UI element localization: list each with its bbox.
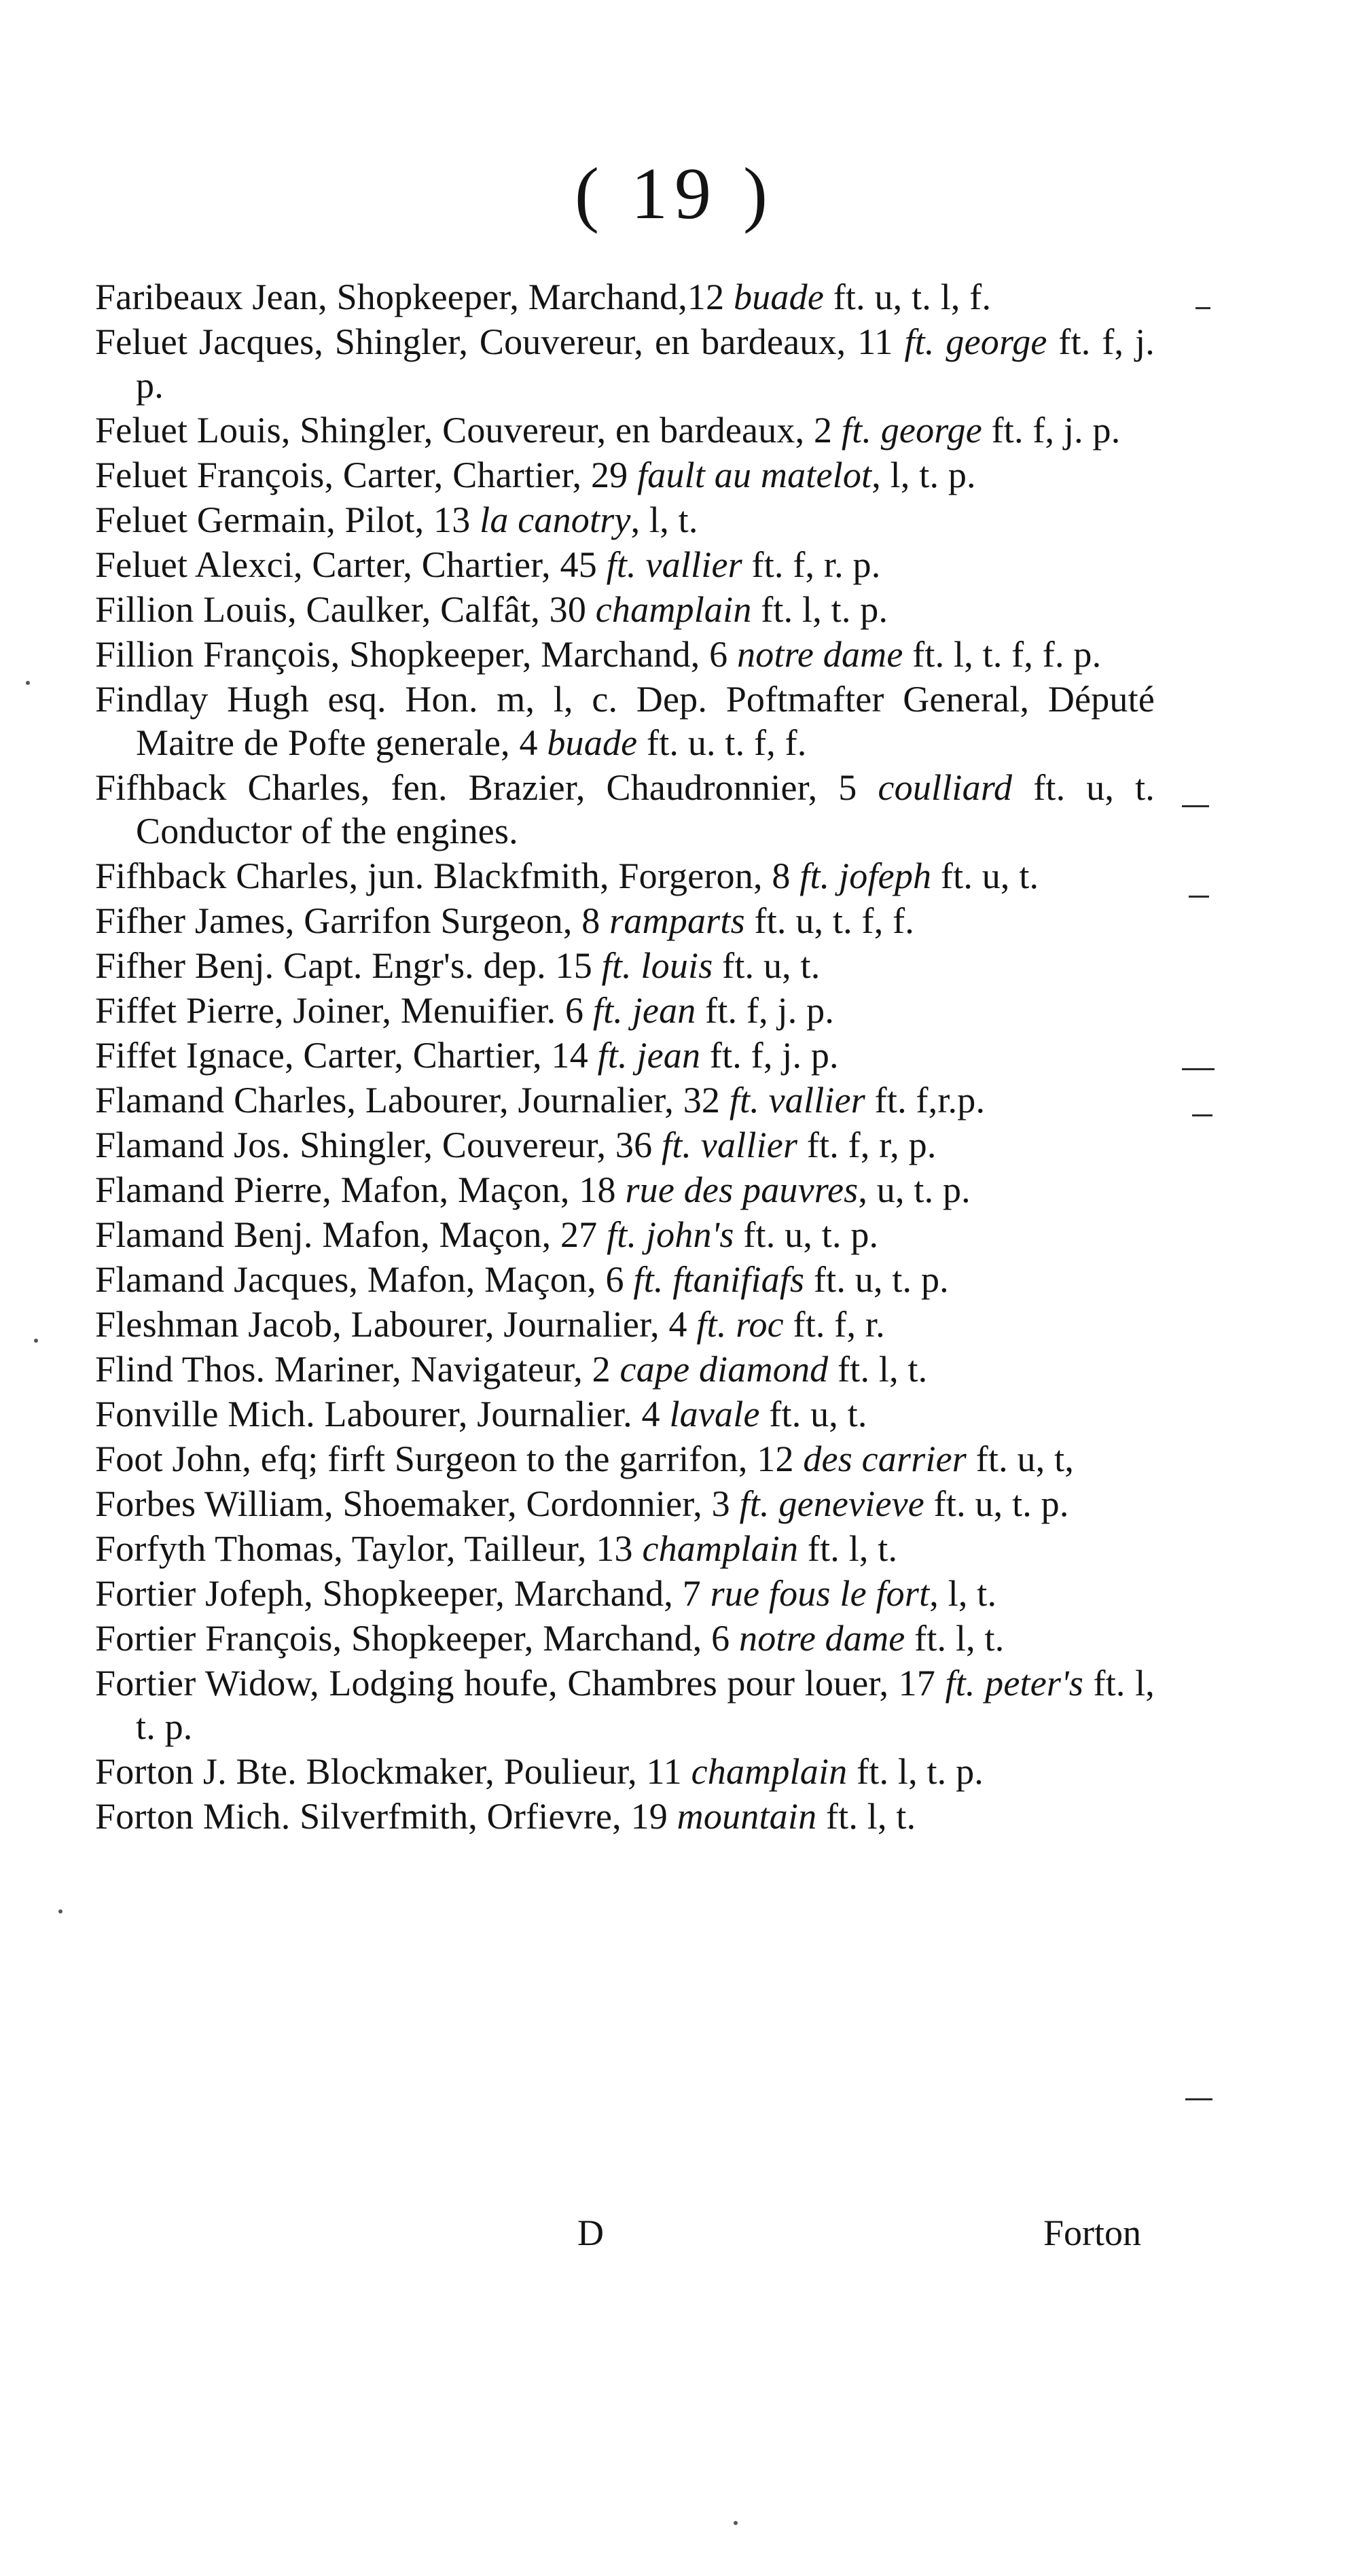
directory-entry [95, 1572, 1155, 1615]
entry-text: Feluet Jacques, Shingler, Couvereur, en bardeaux, 11 [95, 321, 905, 362]
street-name: ft. jofeph [799, 855, 932, 896]
entry-text: Feluet François, Carter, Chartier, 29 [95, 455, 638, 495]
street-name: lavale [669, 1394, 760, 1434]
directory-entry [95, 1437, 1155, 1481]
entry-text: Flamand Pierre, Mafon, Maçon, 18 [95, 1169, 626, 1210]
entry-text: Flind Thos. Mariner, Navigateur, 2 [95, 1349, 620, 1390]
street-name: notre dame [739, 1618, 905, 1659]
entry-text: ft. u, t. p. [804, 1259, 949, 1300]
entry-text: Forton Mich. Silverfmith, Orfievre, 19 [95, 1796, 677, 1837]
margin-speck [734, 2521, 738, 2525]
entry-text: ft. l, t. f, f. p. [903, 634, 1102, 675]
street-name: notre dame [737, 634, 903, 675]
directory-entry [95, 1750, 1155, 1793]
street-name: champlain [595, 589, 752, 630]
entry-text: ft. l, t. [816, 1796, 916, 1837]
directory-entry [95, 453, 1155, 497]
entry-text: Forfyth Thomas, Taylor, Tailleur, 13 [95, 1528, 643, 1569]
street-name: la canotry [480, 499, 631, 540]
entry-text: , l, t. p. [871, 455, 976, 495]
entry-text: ft. u, t. Conductor of the engines. [136, 767, 1155, 851]
entry-text: Forton J. Bte. Blockmaker, Poulieur, 11 [95, 1751, 691, 1792]
entry-text: ft. u, t. l, f. [824, 277, 992, 317]
entry-text: ft. f, j. p. [136, 321, 1155, 406]
entry-text: ft. l, t. p. [847, 1751, 984, 1792]
directory-entry [95, 899, 1155, 942]
entry-text: ft. u, t. p. [924, 1483, 1069, 1524]
entry-text: ft. u, t. f, f. [744, 900, 914, 941]
entry-text: Flamand Jos. Shingler, Couvereur, 36 [95, 1125, 662, 1165]
directory-entry [95, 1392, 1155, 1436]
entry-text: ft. f, r. [783, 1304, 885, 1345]
entry-text: Fiffet Ignace, Carter, Chartier, 14 [95, 1035, 598, 1076]
directory-entry [95, 1527, 1155, 1570]
margin-mark [1182, 805, 1209, 807]
street-name: ramparts [609, 900, 745, 941]
entry-text: ft. f, r, p. [797, 1125, 937, 1165]
directory-entry [95, 1078, 1155, 1122]
directory-entry [95, 944, 1155, 987]
entry-text: ft. u, t. [713, 945, 821, 986]
page-footer [95, 2212, 1141, 2259]
catchword: Forton [1043, 2212, 1141, 2253]
entry-text: ft. u, t, [967, 1439, 1075, 1479]
street-name: ft. genevieve [739, 1483, 924, 1524]
entry-text: Foot John, efq; firft Surgeon to the garrifon, 12 [95, 1439, 804, 1479]
entry-text: Fifhback Charles, fen. Brazier, Chaudronnier, 5 [95, 767, 878, 808]
entry-text: Fiffet Pierre, Joiner, Menuifier. 6 [95, 990, 593, 1031]
entry-text: Flamand Jacques, Mafon, Maçon, 6 [95, 1259, 634, 1300]
entry-text: Fortier François, Shopkeeper, Marchand, 6 [95, 1618, 739, 1659]
street-name: des carrier [803, 1439, 967, 1479]
page-number: ( 19 ) [575, 154, 774, 234]
street-name: ft. vallier [606, 544, 742, 585]
street-name: ft. john's [607, 1214, 734, 1255]
entry-text: Fortier Widow, Lodging houfe, Chambres pour louer, 17 [95, 1663, 946, 1704]
entry-text: , l, t. [630, 499, 698, 540]
entry-text: ft. l, t. p. [751, 589, 888, 630]
margin-mark [1182, 1068, 1215, 1070]
street-name: ft. jean [592, 990, 696, 1031]
directory-entry [95, 854, 1155, 898]
directory-entry [95, 633, 1155, 676]
entry-text: ft. f, j. p. [700, 1035, 839, 1076]
directory-entry [95, 1482, 1155, 1525]
street-name: cape diamond [619, 1349, 829, 1390]
entry-text: Flamand Benj. Mafon, Maçon, 27 [95, 1214, 607, 1255]
street-name: mountain [677, 1796, 817, 1837]
entry-text: Fortier Jofeph, Shopkeeper, Marchand, 7 [95, 1573, 711, 1614]
entry-text: Findlay Hugh esq. Hon. m, l, c. Dep. Poftmafter General, Député Maitre de Pofte generale, 4 [95, 679, 1155, 763]
directory-entry [95, 1213, 1155, 1256]
directory-entries [95, 275, 1155, 1839]
entry-text: Fleshman Jacob, Labourer, Journalier, 4 [95, 1304, 697, 1345]
directory-entry [95, 1617, 1155, 1660]
margin-mark [1185, 2098, 1212, 2100]
entry-text: Feluet Louis, Shingler, Couvereur, en bardeaux, 2 [95, 410, 842, 451]
directory-entry [95, 588, 1155, 631]
directory-entry [95, 543, 1155, 586]
entry-text: Flamand Charles, Labourer, Journalier, 32 [95, 1080, 730, 1121]
directory-entry [95, 1303, 1155, 1346]
street-name: buade [547, 722, 638, 763]
street-name: rue fous le fort [710, 1573, 930, 1614]
entry-text: Fifher James, Garrifon Surgeon, 8 [95, 900, 610, 941]
entry-text: Fifhback Charles, jun. Blackfmith, Forgeron, 8 [95, 855, 800, 896]
entry-text: ft. l, t. [828, 1349, 928, 1390]
directory-entry [95, 1661, 1155, 1748]
directory-entry [95, 1123, 1155, 1167]
entry-text: ft. u, t. [931, 855, 1039, 896]
street-name: ft. jean [597, 1035, 701, 1076]
entry-text: Fifher Benj. Capt. Engr's. dep. 15 [95, 945, 602, 986]
entry-text: ft. f,r.p. [865, 1080, 986, 1121]
directory-entry [95, 1795, 1155, 1838]
entry-text: ft. u, t. [759, 1394, 867, 1434]
margin-mark [1189, 896, 1209, 898]
street-name: fault au matelot [637, 455, 872, 495]
street-name: ft. vallier [729, 1080, 865, 1121]
directory-entry [95, 766, 1155, 853]
directory-entry [95, 1347, 1155, 1391]
street-name: ft. peter's [945, 1663, 1084, 1704]
entry-text: ft. l, t. [798, 1528, 898, 1569]
entry-text: Feluet Alexci, Carter, Chartier, 45 [95, 544, 607, 585]
entry-text: Feluet Germain, Pilot, 13 [95, 499, 480, 540]
entry-text: ft. u, t. p. [734, 1214, 879, 1255]
street-name: ft. ftanifiafs [633, 1259, 805, 1300]
entry-text: ft. f, r. p. [742, 544, 881, 585]
directory-entry [95, 1034, 1155, 1077]
margin-speck [34, 1339, 38, 1343]
entry-text: Faribeaux Jean, Shopkeeper, Marchand,12 [95, 277, 734, 317]
entry-text: ft. u. t. f, f. [637, 722, 807, 763]
directory-entry [95, 408, 1155, 452]
street-name: buade [734, 277, 824, 317]
directory-entry [95, 275, 1155, 319]
street-name: rue des pauvres [625, 1169, 859, 1210]
entry-text: ft. f, j. p. [982, 410, 1121, 451]
signature-mark: D [577, 2212, 604, 2253]
directory-entry [95, 989, 1155, 1032]
directory-entry [95, 498, 1155, 542]
street-name: champlain [642, 1528, 799, 1569]
margin-mark [1195, 307, 1210, 309]
directory-entry [95, 1168, 1155, 1212]
entry-text: , l, t. [929, 1573, 997, 1614]
entry-text: ft. l, t. [905, 1618, 1005, 1659]
directory-entry [95, 320, 1155, 407]
directory-entry [95, 677, 1155, 764]
margin-mark [1192, 1114, 1212, 1116]
street-name: champlain [691, 1751, 848, 1792]
street-name: ft. george [841, 410, 982, 451]
margin-speck [26, 681, 30, 685]
margin-speck [58, 1909, 62, 1913]
street-name: ft. roc [696, 1304, 784, 1345]
entry-text: , u, t. p. [858, 1169, 971, 1210]
entry-text: Fonville Mich. Labourer, Journalier. 4 [95, 1394, 670, 1434]
street-name: coulliard [878, 767, 1013, 808]
street-name: ft. george [904, 321, 1047, 362]
entry-text: Fillion François, Shopkeeper, Marchand, 6 [95, 634, 738, 675]
street-name: ft. vallier [662, 1125, 798, 1165]
entry-text: Forbes William, Shoemaker, Cordonnier, 3 [95, 1483, 740, 1524]
entry-text: ft. l, t. p. [136, 1663, 1155, 1747]
entry-text: Fillion Louis, Caulker, Calfât, 30 [95, 589, 596, 630]
directory-entry [95, 1258, 1155, 1301]
street-name: ft. louis [601, 945, 713, 986]
entry-text: ft. f, j. p. [696, 990, 835, 1031]
